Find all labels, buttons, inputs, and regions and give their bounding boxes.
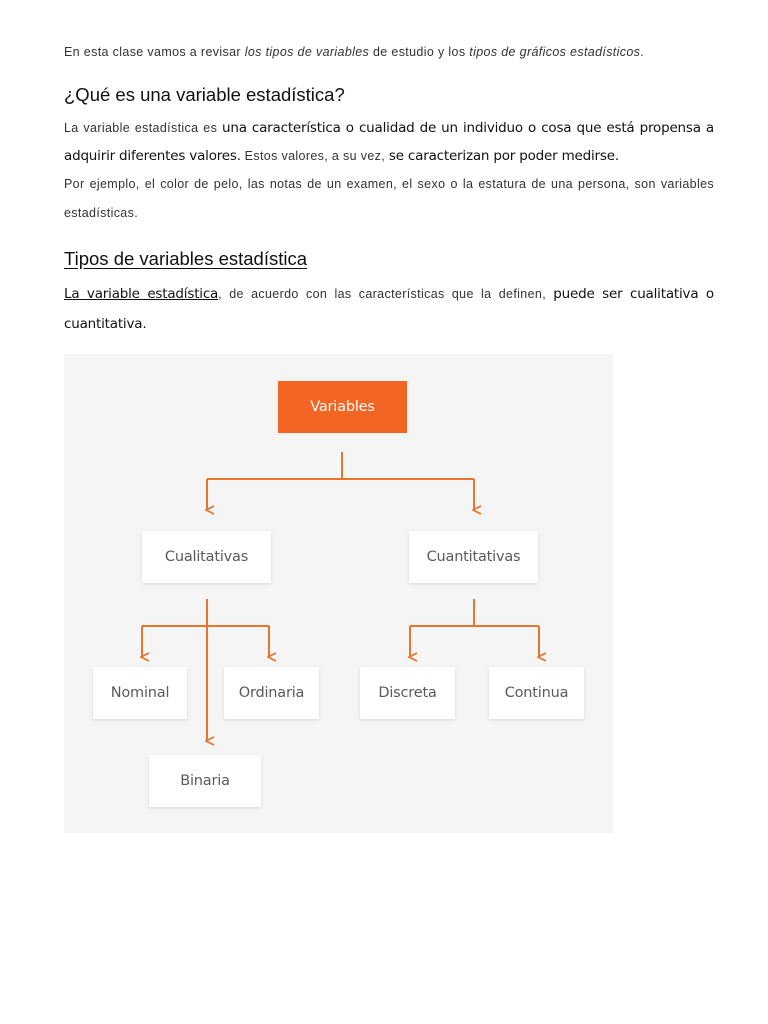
node-ordinaria: Ordinaria — [224, 667, 319, 719]
section-heading-what-is: ¿Qué es una variable estadística? — [64, 84, 345, 105]
node-nominal: Nominal — [93, 667, 187, 719]
intro-paragraph — [64, 43, 714, 61]
types-highlight: puede ser cualitativa o cuantitativa. — [64, 286, 714, 332]
types-subject: La variable estadística — [64, 286, 219, 302]
intro-text-3: . — [640, 45, 645, 59]
node-cualitativas: Cualitativas — [142, 531, 271, 583]
types-text: , de acuerdo con las características que la definen, — [218, 287, 554, 301]
definition-highlight-2: se caracterizan por poder medirse. — [388, 148, 619, 164]
intro-text-2: de estudio y los — [369, 45, 470, 59]
intro-emphasis-2: tipos de gráficos estadísticos — [469, 45, 641, 59]
variables-diagram — [64, 354, 613, 833]
node-cuantitativas: Cuantitativas — [409, 531, 538, 583]
definition-text-1: La variable estadística es — [64, 121, 222, 135]
node-discreta: Discreta — [360, 667, 455, 719]
definition-text-2: Estos valores, a su vez, — [240, 149, 389, 163]
intro-emphasis-1: los tipos de variables — [244, 45, 370, 59]
node-continua: Continua — [489, 667, 584, 719]
section-heading-types: Tipos de variables estadística — [64, 248, 308, 269]
definition-paragraph — [64, 114, 714, 170]
definition-highlight-1: una característica o cualidad de un individuo o cosa que está propensa a adquirir diferentes valores. — [64, 120, 714, 164]
example-paragraph: Por ejemplo, el color de pelo, las notas de un examen, el sexo o la estatura de una persona, son variables estadísticas. — [64, 177, 714, 220]
node-binaria: Binaria — [149, 755, 261, 807]
intro-text-1: En esta clase vamos a revisar — [64, 45, 245, 59]
node-variables: Variables — [278, 381, 407, 433]
types-paragraph — [64, 279, 714, 339]
